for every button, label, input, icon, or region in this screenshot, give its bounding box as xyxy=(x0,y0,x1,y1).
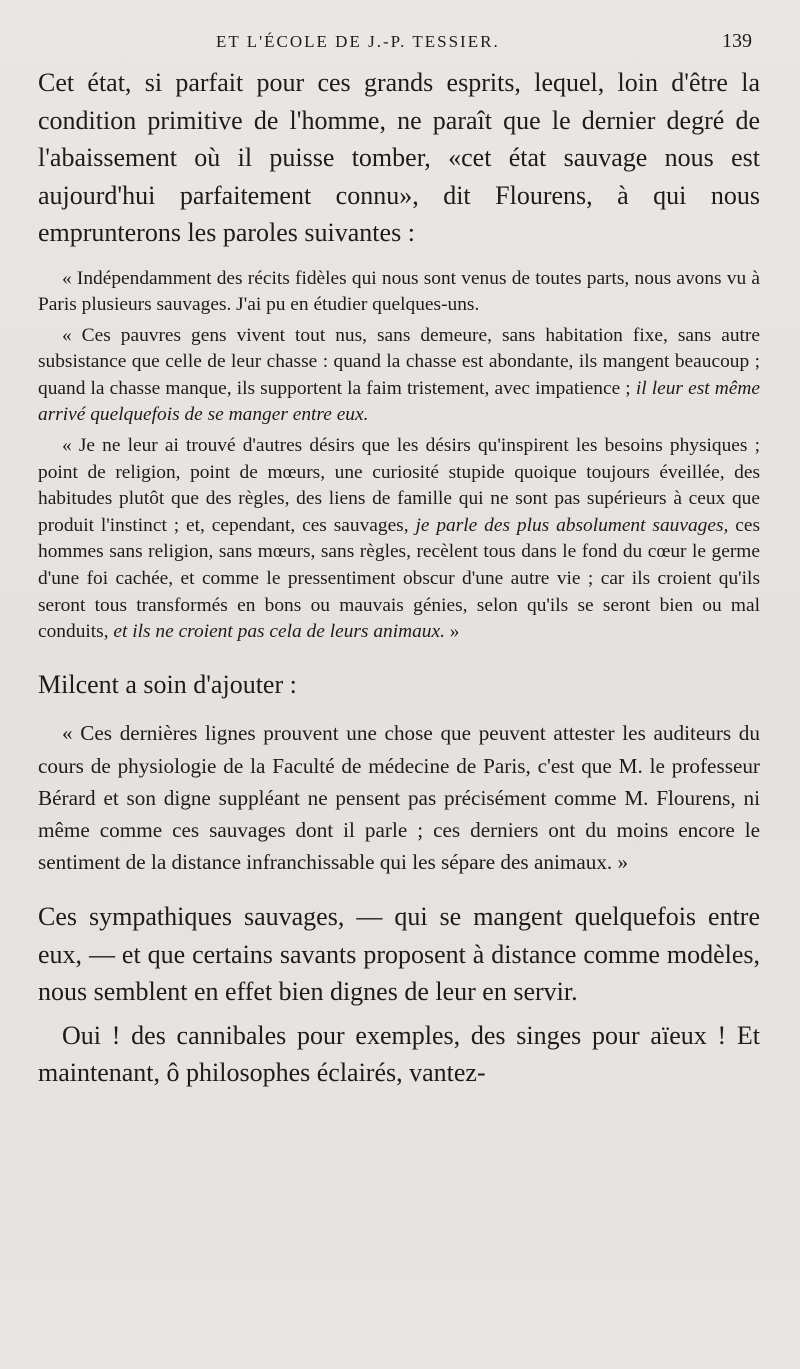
page-header xyxy=(38,22,760,62)
quote-3-end: » xyxy=(444,621,460,643)
milcent-quote: « Ces dernières lignes prouvent une chose que peuvent attester les auditeurs du cours de physiologie de la Faculté de médecine de Paris, c'est que M. le professeur Bérard et son digne suppléant ne pensent pas précisément comme M. Flourens, ni même comme ces sauvages dont il parle ; ces derniers ont du moins encore le sentiment de la distance infranchissable qui les sépare des animaux. » xyxy=(38,721,760,875)
paragraph-sympathiques: Ces sympathiques sauvages, — qui se mangent quelquefois entre eux, — et que certains savants proposent à distance comme modèles, nous semblent en effet bien dignes de leur en servir. xyxy=(38,902,760,1007)
flourens-quote xyxy=(38,266,760,646)
quote-paragraph-3 xyxy=(38,433,760,646)
quote-2-italic: il leur est même arrivé quelquefois de se manger entre eux. xyxy=(38,377,760,426)
page-number: 139 xyxy=(722,30,752,52)
quote-3-italic-a: je parle des plus absolument sauvages, xyxy=(415,514,729,536)
quote-3-text-a: « Je ne leur ai trouvé d'autres désirs que les désirs qu'inspirent les besoins physiques ; point de religion, point de mœurs, une curiosité stupide quoique toujours éveillée, des habitudes plutôt que des règles, des liens de famille qui ne sont pas supérieurs à ceux que produit l'instinct ; et, cependant, ces sauvages, xyxy=(38,435,760,536)
quote-paragraph-2 xyxy=(38,323,760,429)
paragraph-milcent: Milcent a soin d'ajouter : xyxy=(38,669,297,699)
quote-paragraph-1: « Indépendamment des récits fidèles qui nous sont venus de toutes parts, nous avons vu à Paris plusieurs sauvages. J'ai pu en étudier quelques-uns. xyxy=(38,267,760,316)
paragraph-cannibales: Oui ! des cannibales pour exemples, des singes pour aïeux ! Et maintenant, ô philosophes éclairés, vantez- xyxy=(38,1020,760,1088)
quote-3-italic-b: et ils ne croient pas cela de leurs animaux. xyxy=(113,621,445,643)
quote-3-text-b: ces hommes sans religion, sans mœurs, sans règles, recèlent tous dans le fond du cœur le germe d'une foi cachée, et comme le pressentiment obscur d'une autre vie ; car ils croient qu'ils seront tous transformés en bons ou mauvais génies, selon qu'ils se seront bien ou mal conduits, xyxy=(38,514,760,643)
paragraph-intro: Cet état, si parfait pour ces grands esprits, lequel, loin d'être la condition primitive de l'homme, ne paraît que le dernier degré de l'abaissement où il puisse tomber, «cet état sauvage nous est aujourd'hui parfaitement connu», dit Flourens, à qui nous emprunterons les paroles suivantes : xyxy=(38,68,760,247)
quote-2-text: « Ces pauvres gens vivent tout nus, sans demeure, sans habitation fixe, sans autre subsistance que celle de leur chasse : quand la chasse est abondante, ils mangent beaucoup ; quand la chasse manque, ils supportent la faim tristement, avec impatience ; xyxy=(38,324,760,399)
running-title: ET L'ÉCOLE DE J.-P. TESSIER. xyxy=(216,32,500,51)
